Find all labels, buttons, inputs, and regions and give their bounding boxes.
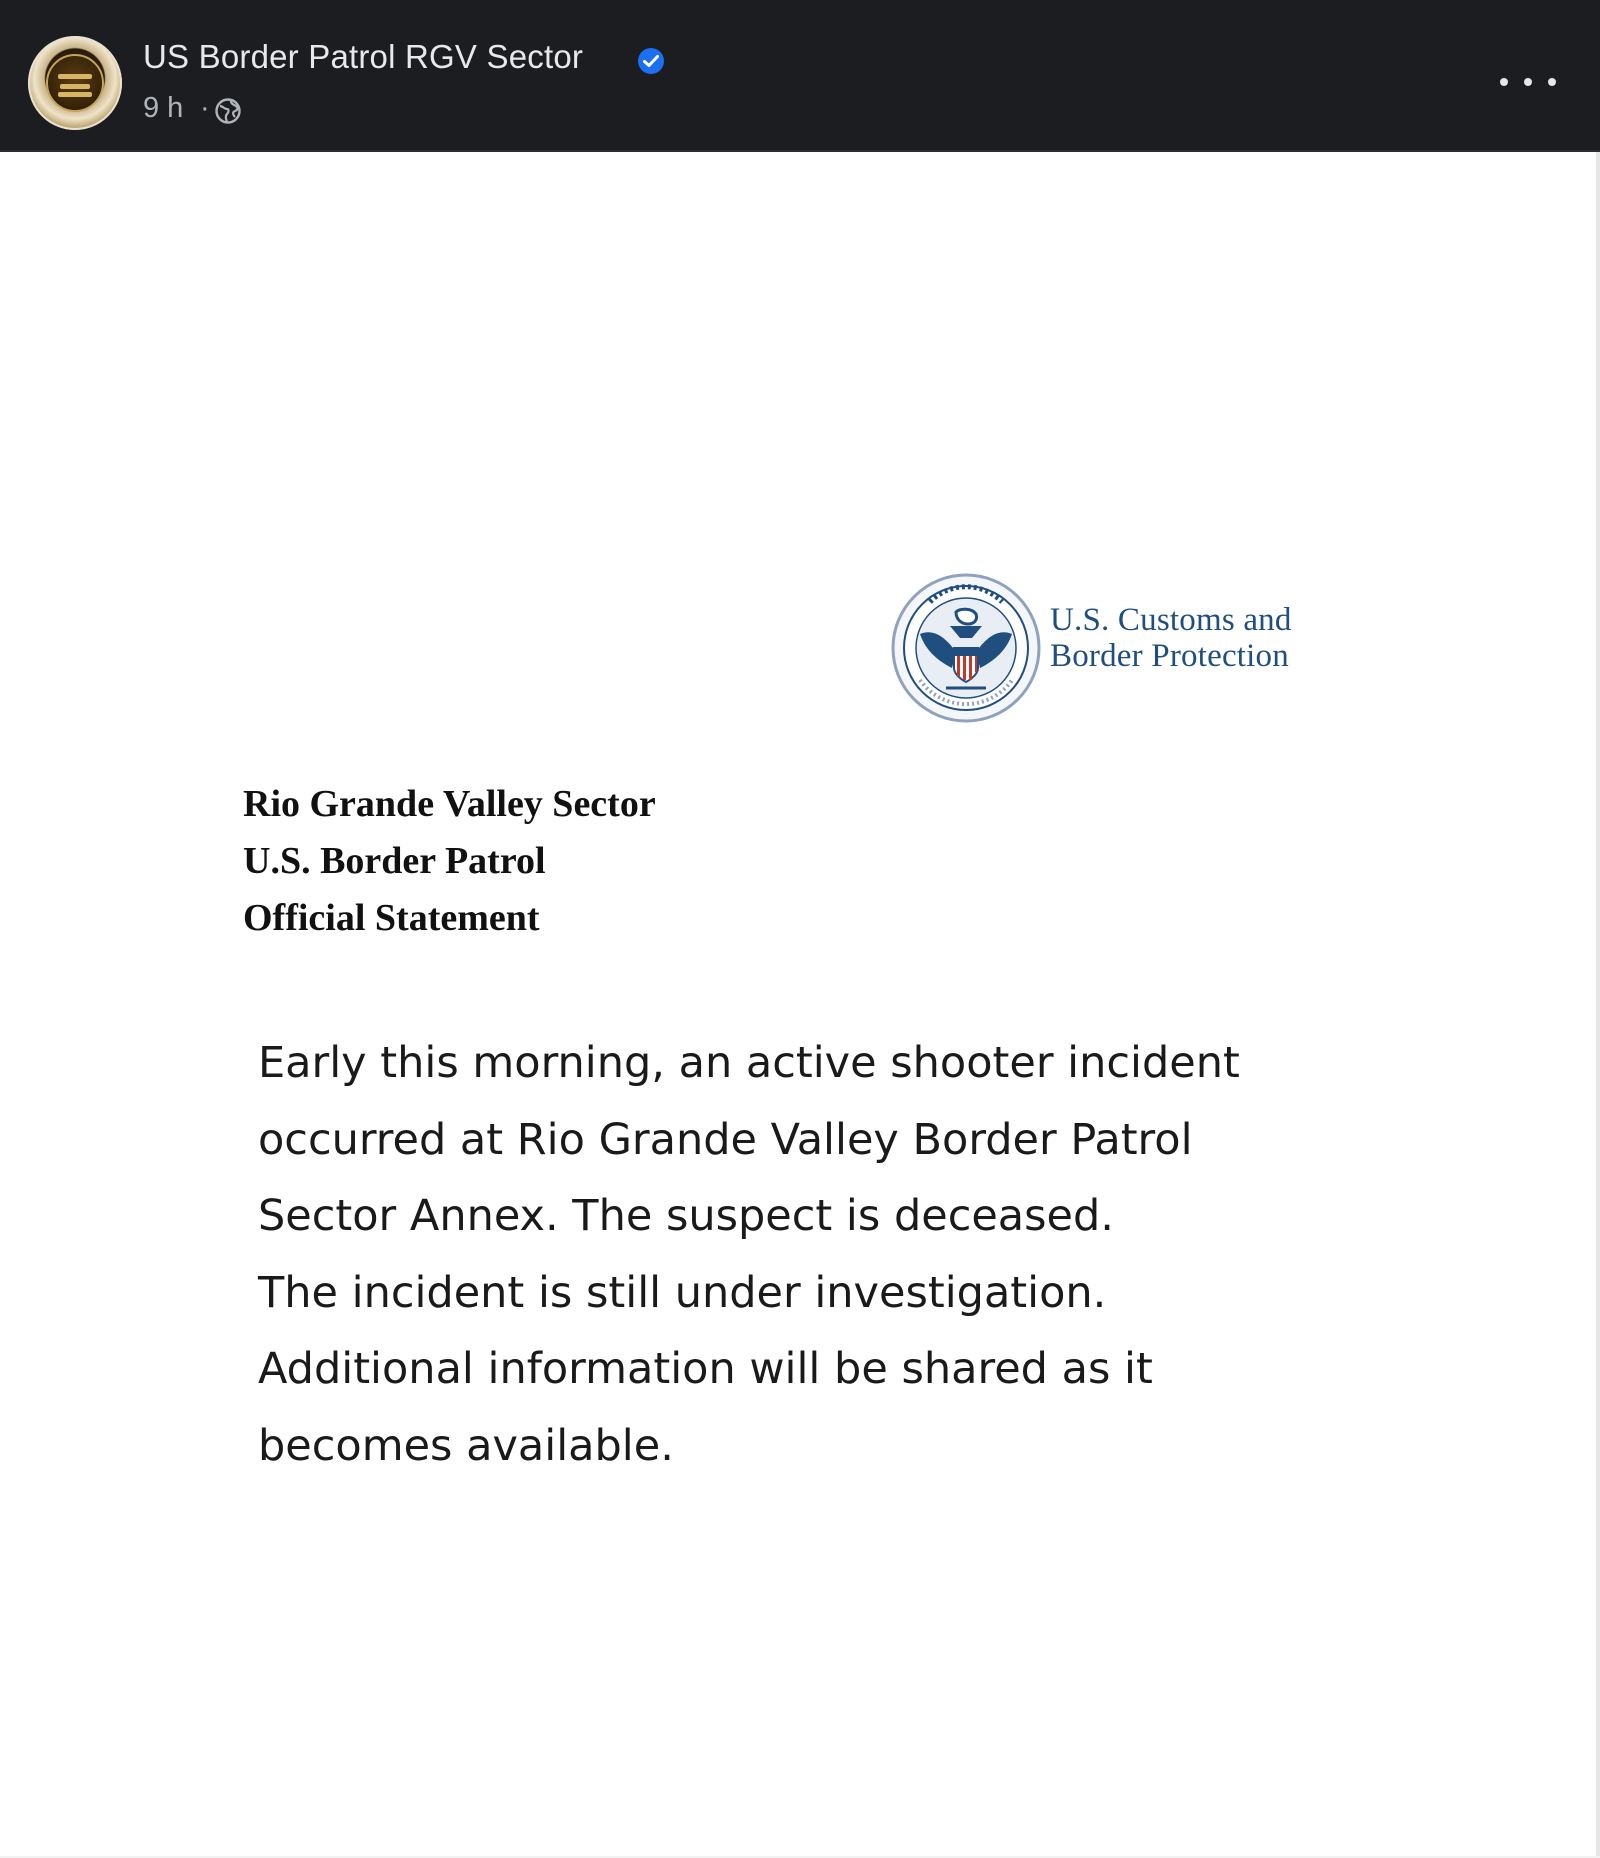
post-image[interactable] xyxy=(0,152,1600,1856)
post-header xyxy=(0,0,1600,152)
statement-heading xyxy=(243,776,656,947)
cbp-wordmark xyxy=(1050,602,1292,674)
cbp-wordmark-line: Border Protection xyxy=(1050,638,1289,674)
body-line: The incident is still under investigation. xyxy=(258,1267,1107,1318)
page-name-link[interactable]: US Border Patrol RGV Sector xyxy=(143,38,584,75)
more-options-icon xyxy=(1500,78,1508,86)
body-line: becomes available. xyxy=(258,1420,674,1471)
body-line: Sector Annex. The suspect is deceased. xyxy=(258,1191,1114,1241)
heading-line: Official Statement xyxy=(243,897,540,939)
heading-line: Rio Grande Valley Sector xyxy=(243,783,656,825)
globe-icon[interactable] xyxy=(214,97,242,125)
body-line: Additional information will be shared as it xyxy=(258,1344,1153,1394)
verified-badge-icon xyxy=(638,48,664,74)
cbp-seal-icon xyxy=(890,572,1042,724)
body-line: Early this morning, an active shooter incident xyxy=(258,1038,1240,1088)
meta-separator: · xyxy=(200,92,210,124)
post-timestamp[interactable]: 9 h xyxy=(143,92,184,124)
page-avatar[interactable] xyxy=(28,36,122,130)
body-line: occurred at Rio Grande Valley Border Patrol xyxy=(258,1114,1193,1165)
avatar-emblem xyxy=(46,54,104,112)
statement-body xyxy=(258,1025,1378,1484)
more-options-button[interactable] xyxy=(1500,66,1556,98)
cbp-wordmark-line: U.S. Customs and xyxy=(1050,602,1292,638)
heading-line: U.S. Border Patrol xyxy=(243,840,546,882)
